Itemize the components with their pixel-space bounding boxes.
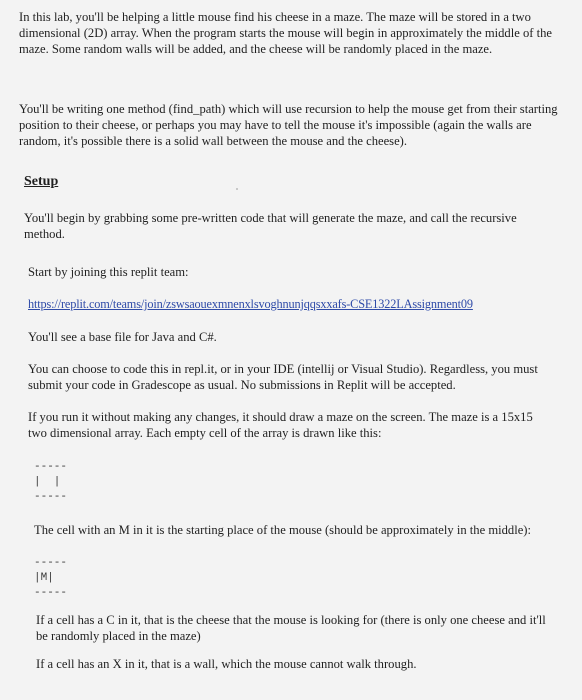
- intro-paragraph-1: In this lab, you'll be helping a little mouse find his cheese in a maze. The maze will be stored in a two dimensional (2D) array. When the program starts the mouse will begin in approximately the middle of the maze. Some random walls will be added, and the cheese will be randomly placed in the maze.: [19, 10, 552, 57]
- setup-paragraph-ide-choice: You can choose to code this in repl.it, or in your IDE (intellij or Visual Studio). Regardless, you must submit your code in Gradescope as usual. No submissions in Replit will be accepted.: [28, 362, 538, 393]
- setup-paragraph-run-maze: If you run it without making any changes, it should draw a maze on the screen. The maze is a 15x15 two dimensional array. Each empty cell of the array is drawn like this:: [28, 410, 533, 441]
- setup-paragraph-join-team: Start by joining this replit team:: [28, 265, 189, 279]
- setup-paragraph-grab-code: You'll begin by grabbing some pre-written code that will generate the maze, and call the recursive method.: [24, 211, 517, 242]
- mouse-cell-bottom-border: -----: [34, 587, 68, 599]
- mouse-cell-top-border: -----: [34, 557, 68, 569]
- cheese-cell-paragraph: If a cell has a C in it, that is the cheese that the mouse is looking for (there is only one cheese and it'll be randomly placed in the maze): [36, 613, 546, 644]
- empty-cell-top-border: -----: [34, 461, 68, 473]
- mouse-cell-paragraph: The cell with an M in it is the starting place of the mouse (should be approximately in the middle):: [34, 523, 531, 537]
- intro-paragraph-2: You'll be writing one method (find_path) which will use recursion to help the mouse get from their starting position to their cheese, or perhaps you may have to tell the mouse it's impossible (again the walls are random, it's possible there is a solid wall between the mouse and the cheese).: [19, 102, 558, 149]
- wall-cell-paragraph: If a cell has an X in it, that is a wall, which the mouse cannot walk through.: [36, 657, 417, 671]
- mouse-cell-middle: |M|: [34, 572, 54, 584]
- empty-cell-bottom-border: -----: [34, 491, 68, 503]
- cursor-mark: [236, 188, 238, 190]
- empty-cell-middle: | |: [34, 476, 61, 488]
- setup-paragraph-base-file: You'll see a base file for Java and C#.: [28, 330, 217, 344]
- setup-heading: Setup: [24, 174, 59, 189]
- replit-team-link[interactable]: https://replit.com/teams/join/zswsaouexmnenxlsvoghnunjqqsxxafs-CSE1322LAssignment09: [28, 297, 473, 311]
